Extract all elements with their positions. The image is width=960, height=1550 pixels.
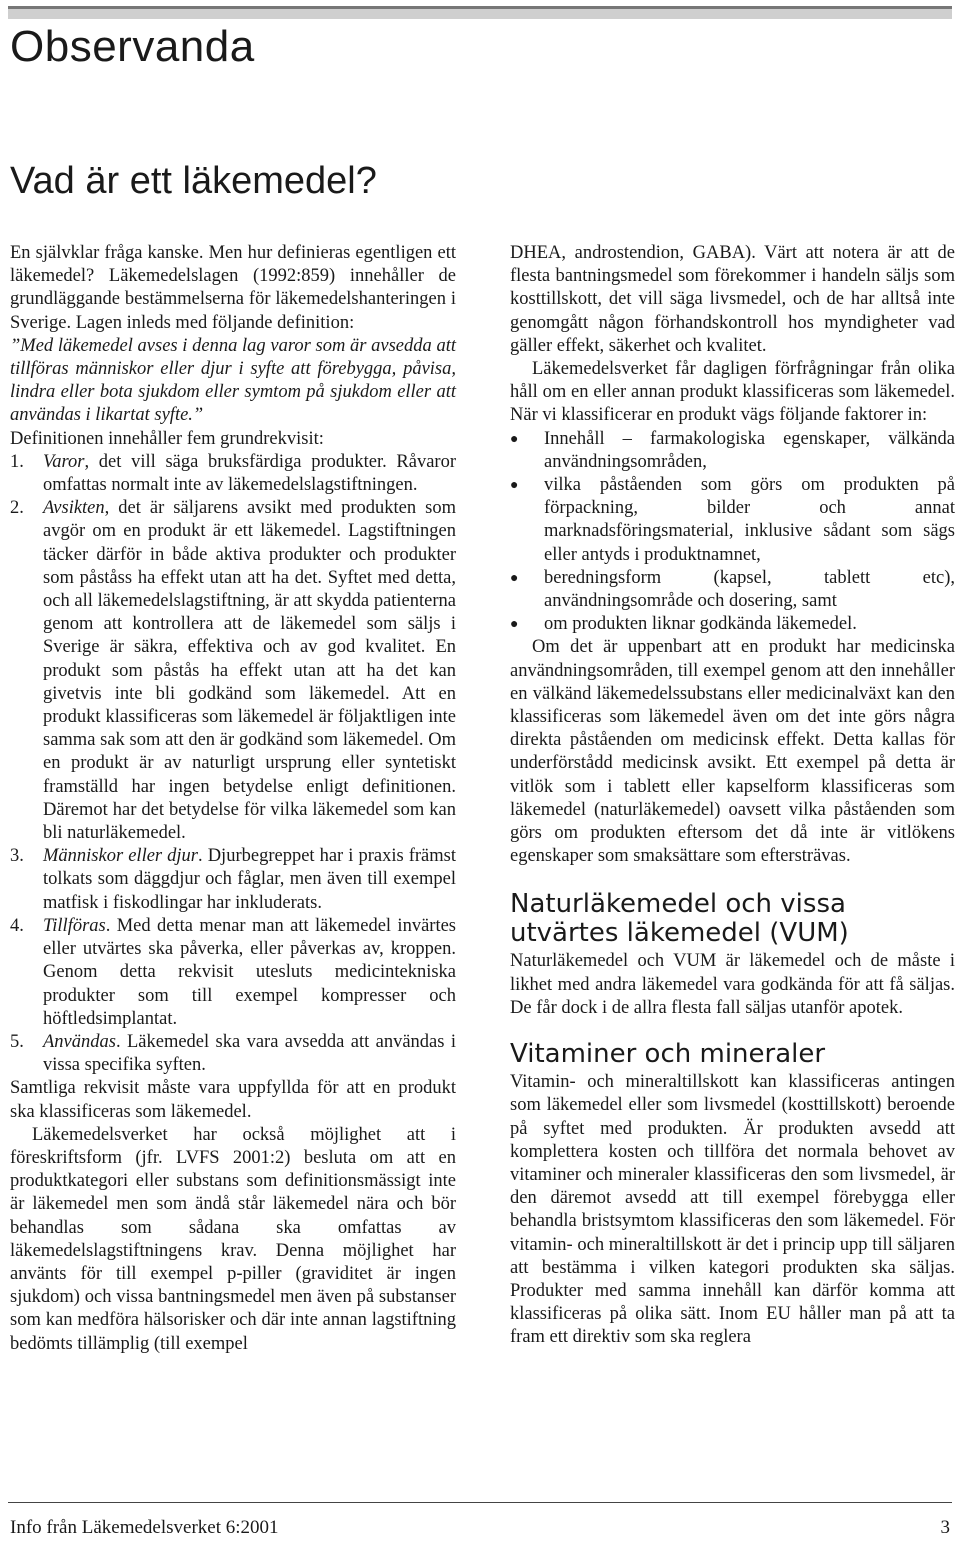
list-item-number: 4. [10,915,24,936]
factors-list [510,428,955,637]
natural-medicine-paragraph: Naturläkemedel och VUM är läkemedel och de måste i likhet med andra läkemedel vara godkända för att få säljas. De får dock i de allra flesta fall säljas utanför apotek. [510,951,955,1018]
bullet-icon: ● [510,478,519,494]
natural-medicine-heading: Naturläkemedel och vissa utvärtes läkemedel (VUM) [510,889,849,949]
page-number: 3 [940,1517,950,1538]
list-item [510,428,955,474]
requirements-list [10,451,456,1077]
intro-paragraph: En självklar fråga kanske. Men hur definieras egentligen ett läkemedel? Läkemedelslagen (1992:859) innehåller de grundläggande bestämmelserna för läkemedelshanteringen i Sverige. Lagen inleds med följande definition: [10,243,456,333]
all-required-paragraph: Samtliga rekvisit måste vara uppfyllda för att en produkt ska klassificeras som läkemedel. [10,1078,456,1122]
list-item [510,567,955,613]
page-title: Observanda [10,22,255,71]
requirement-text: , det är säljarens avsikt med produkten som avgör om en produkt är ett läkemedel. Lagstiftningen täcker därför in både aktiva produkter och produkter som påståss ha effekt utan att ha det. Syftet med detta, och all läkemedelslagstiftning, är att skydda patienterna genom att kontrollera att de läkemedel som säljs i Sverige är säkra, effektiva och av god kvalitet. En produkt som påstås ha effekt utan att ha det kan givetvis inte bli godkänd som läkemedel. Att en produkt klassificeras som läkemedel är följaktligen inte samma sak som att den är godkänd som läkemedel. Om en produkt är av naturligt ursprung eller syntetiskt framställd har ingen betydelse enligt definitionen. Däremot har det betydelse för vilka läkemedel som kan bli naturläkemedel. [43,498,456,844]
requirement-term: Varor [43,451,85,472]
requirement-text: , det vill säga bruksfärdiga produkter. Råvaror omfattas normalt inte av läkemedelslagstiftningen. [43,451,456,496]
list-item [10,451,456,497]
requirement-term: Tillföras [43,915,106,936]
bullet-icon: ● [510,431,519,447]
list-item [510,613,955,636]
list-item-number: 1. [10,451,24,472]
list-item [10,497,456,845]
requirements-intro: Definitionen innehåller fem grundrekvisit: [10,428,324,449]
implicit-intent-paragraph: Om det är uppenbart att en produkt har medicinska användningsområden, till exempel genom att den innehåller en välkänd läkemedelssubstans eller medicinalväxt kan den klassificeras som läkemedel även om det inte görs några direkta påståenden om medicinsk effekt. Detta kallas för underförstådd medicinsk avsikt. Ett exempel på detta är vitlök som i tablett eller kapselform klassificeras som läkemedel (naturläkemedel) oavsett vilka påståenden som görs om produkten eftersom det då inte är vitlökens egenskaper som smaksättare som eftersträvas. [510,637,955,867]
list-item [510,474,955,567]
list-item-number: 3. [10,846,24,867]
continued-paragraph: DHEA, androstendion, GABA). Värt att notera är att de flesta bantningsmedel som förekommer i handeln säljs som kosttillskott, det vill säga livsmedel, och de har alltså inte genomgått någon förhandskontroll hos myndigheter vad gäller effekt, säkerhet och kvalitet. [510,243,955,356]
list-item [10,845,456,915]
right-column [510,242,955,1350]
section-title: Vad är ett läkemedel? [10,160,377,202]
requirement-term: Användas [43,1031,116,1052]
left-column [10,242,456,1356]
requirement-term: Människor eller djur [43,846,199,867]
header-bar [8,6,952,19]
mpa-power-paragraph: Läkemedelsverket har också möjlighet att i föreskriftsform (jfr. LVFS 2001:2) besluta om att en produktkategori eller substans som definitionsmässigt inte är läkemedel men som ändå står läkemedel nära och bör behandlas som sådana ska omfattas av läkemedelslagstiftningens krav. Denna möjlighet har använts för till exempel p-piller (graviditet är ingen sjukdom) och vissa bantningsmedel men även på substanser som kan medföra hälsorisker och där inte annan lagstiftning bedömts tillämplig (till exempel [10,1124,456,1354]
factor-text: vilka påståenden som görs om produkten på förpackning, bilder och annat marknadsföringsmaterial, inklusive sådant som sägs eller antyds i produktnamnet, [544,475,955,565]
vitamins-heading: Vitaminer och mineraler [510,1039,826,1070]
requirement-text: . Djurbegreppet har i praxis främst tolkats som däggdjur och fåglar, men även till exempel matfisk i fiskodlingar har inkluderats. [43,846,456,913]
inquiries-paragraph: Läkemedelsverket får dagligen förfrågningar från olika håll om en eller annan produkt klassificeras som läkemedel. När vi klassificerar en produkt vägs följande faktorer in: [510,359,955,426]
factor-text: om produkten liknar godkända läkemedel. [544,614,857,635]
factor-text: beredningsform (kapsel, tablett etc), användningsområde och dosering, samt [544,567,955,612]
bullet-icon: ● [510,570,519,586]
list-item-number: 2. [10,498,24,519]
vitamins-paragraph: Vitamin- och mineraltillskott kan klassificeras antingen som läkemedel eller som livsmedel (kosttillskott) beroende på syftet med produkten. Är produkten avsedd att komplettera kosten och tillföra det normala behovet av vitaminer och mineraler klassificeras den som livsmedel, är den däremot avsedd att till exempel förebygga eller behandla bristsymtom klassificeras den som läkemedel. För vitamin- och mineraltillskott är det i princip upp till säljaren att bestämma i vilken kategori produkten ska säljas. Produkter med samma innehåll kan därför komma att klassificeras på olika sätt. Inom EU håller man på att ta fram ett direktiv som ska reglera [510,1072,955,1348]
requirement-term: Avsikten [43,498,105,519]
factor-text: Innehåll – farmakologiska egenskaper, välkända användningsområden, [544,428,955,472]
requirement-text: . Läkemedel ska vara avsedda att användas i vissa specifika syften. [43,1031,456,1076]
definition-quote: ”Med läkemedel avses i denna lag varor som är avsedda att tillföras människor eller djur i syfte att förebygga, påvisa, lindra eller bota sjukdom eller symtom på sjukdom eller att användas i likartat syfte.” [10,335,456,426]
list-item [10,1031,456,1077]
list-item [10,915,456,1031]
bullet-icon: ● [510,617,519,633]
list-item-number: 5. [10,1031,24,1052]
footer-publication: Info från Läkemedelsverket 6:2001 [10,1517,279,1538]
footer-divider [8,1502,952,1503]
requirement-text: . Med detta menar man att läkemedel invärtes eller utvärtes ska påverka, eller påverkas av, kroppen. Genom detta rekvisit utesluts medicintekniska produkter som till exempel kompresser och höftledsimplantat. [43,915,456,1029]
